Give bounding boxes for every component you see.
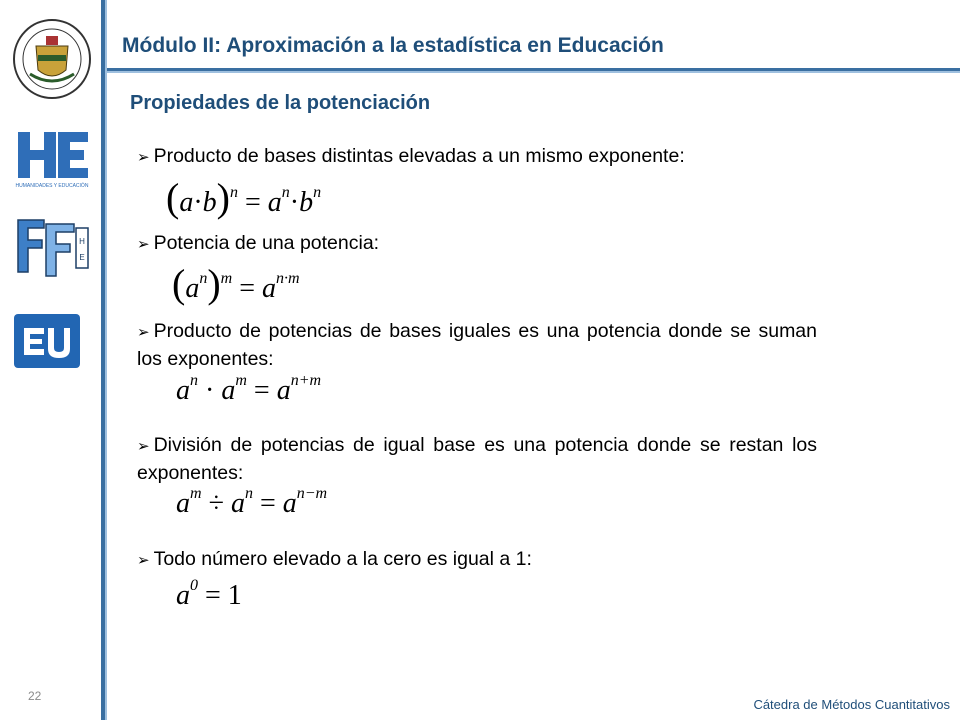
header-divider: [107, 68, 960, 73]
sidebar-divider: [101, 0, 107, 720]
list-item: [137, 432, 817, 487]
formula-zero-exponent: $a^0 = 1$: [176, 577, 242, 611]
item-text: Potencia de una potencia:: [153, 232, 380, 254]
page-number: 22: [28, 689, 42, 703]
item-text: Producto de bases distintas elevadas a un mismo exponente:: [153, 145, 685, 167]
humanidades-he-logo: [14, 128, 90, 190]
eu-logo: [14, 314, 80, 368]
svg-text:HUMANIDADES Y EDUCACIÓN: HUMANIDADES Y EDUCACIÓN: [15, 183, 89, 189]
formula-division-same-base: $a^m \div a^n = a^{n-m}$: [176, 485, 328, 519]
list-item: [137, 230, 817, 258]
footer-course: Cátedra de Métodos Cuantitativos: [753, 697, 950, 712]
list-item: [137, 546, 817, 574]
item-text: Producto de potencias de bases iguales es una potencia donde se suman los exponentes:: [137, 320, 817, 370]
list-item: [137, 143, 817, 171]
university-seal-logo: [12, 18, 92, 100]
svg-text:H: H: [79, 237, 85, 246]
efhe-logo: [14, 214, 92, 280]
formula-power-of-power: $(a^n)^m = a^{n\cdot m}$: [172, 261, 300, 306]
section-subtitle: Propiedades de la potenciación: [130, 92, 431, 114]
page-title: Módulo II: Aproximación a la estadística en Educación: [122, 34, 664, 57]
arrow-bullet-icon: ➢: [137, 149, 150, 166]
formula-product-same-exponent: $(a\cdot b)^n = a^n\cdot b^n$: [166, 175, 322, 220]
svg-text:E: E: [79, 253, 85, 262]
item-text: División de potencias de igual base es una potencia donde se restan los exponentes:: [137, 434, 817, 484]
arrow-bullet-icon: ➢: [137, 236, 150, 253]
list-item: [137, 318, 817, 373]
arrow-bullet-icon: ➢: [137, 324, 150, 341]
formula-product-same-base: $a^n \cdot a^m = a^{n+m}$: [176, 372, 322, 406]
item-text: Todo número elevado a la cero es igual a 1:: [153, 548, 532, 570]
arrow-bullet-icon: ➢: [137, 438, 150, 455]
arrow-bullet-icon: ➢: [137, 552, 150, 569]
